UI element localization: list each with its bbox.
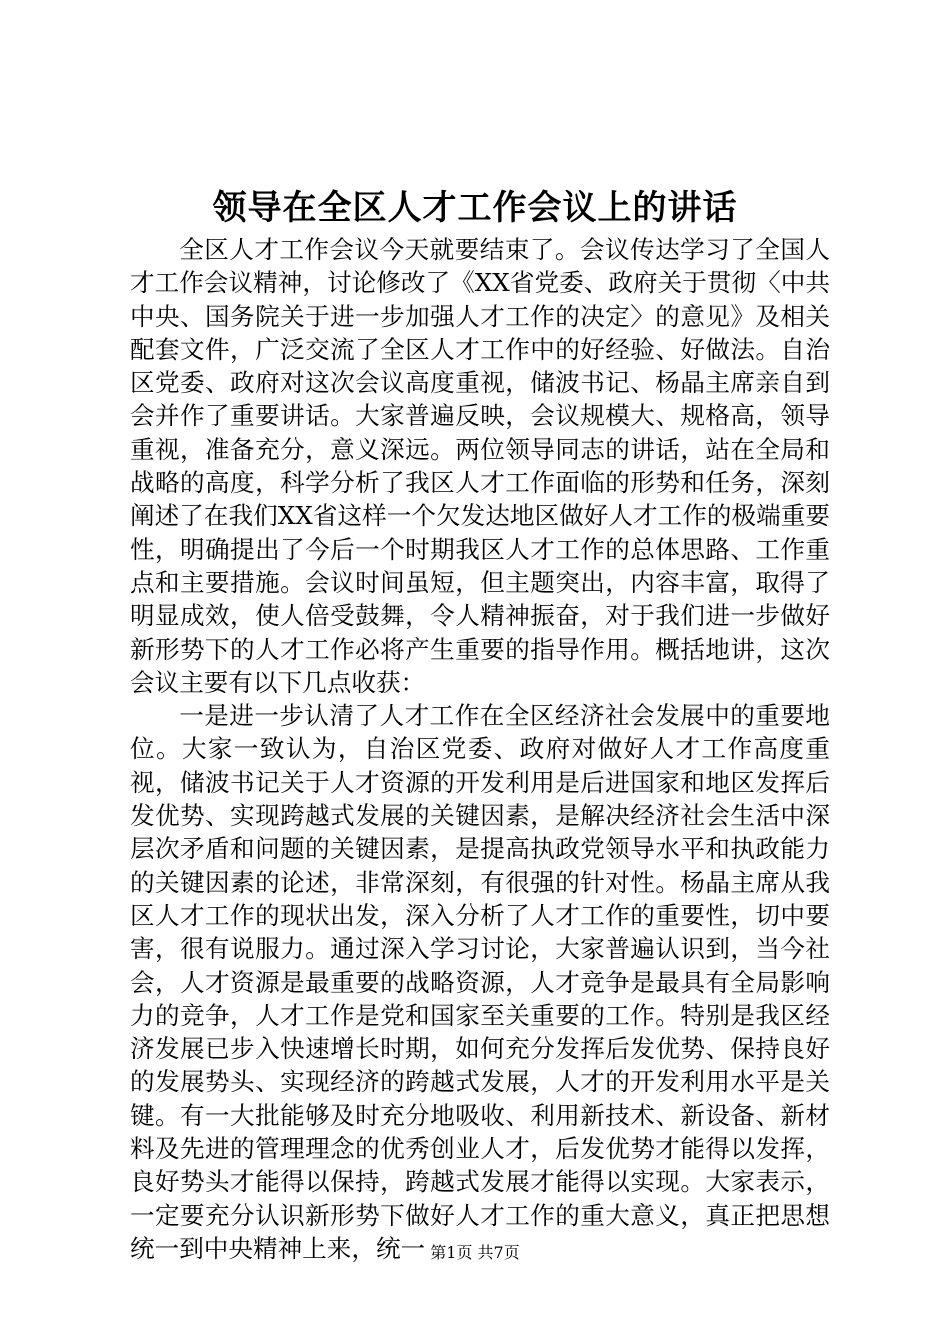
document-title: 领导在全区人才工作会议上的讲话 <box>212 188 738 228</box>
paragraph-first-point: 一是进一步认清了人才工作在全区经济社会发展中的重要地位。大家一致认为，自治区党委、政府对做好人才工作高度重视，储波书记关于人才资源的开发利用是后进国家和地区发挥后发优势、实现跨越式发展的关键因素，是解决经济社会生活中深层次矛盾和问题的关键因素，是提高执政党领导水平和执政能力的关键因素的论述，非常深刻，有很强的针对性。杨晶主席从我区人才工作的现状出发，深入分析了人才工作的重要性，切中要害，很有说服力。通过深入学习讨论，大家普遍认识到，当今社会，人才资源是最重要的战略资源，人才竞争是最具有全局影响力的竞争，人才工作是党和国家至关重要的工作。特别是我区经济发展已步入快速增长时期，如何充分发挥后发优势、保持良好的发展势头、实现经济的跨越式发展，人才的开发利用水平是关键。有一大批能够及时充分地吸收、利用新技术、新设备、新材料及先进的管理理念的优秀创业人才，后发优势才能得以发挥，良好势头才能得以保持，跨越式发展才能得以实现。大家表示，一定要充分认识新形势下做好人才工作的重大意义，真正把思想统一到中央精神上来，统一 <box>130 701 830 1263</box>
document-body <box>130 233 830 1265</box>
page-footer: 第1页 共7页 <box>430 1243 520 1262</box>
paragraph-intro: 全区人才工作会议今天就要结束了。会议传达学习了全国人才工作会议精神，讨论修改了《XX省党委、政府关于贯彻〈中共中央、国务院关于进一步加强人才工作的决定〉的意见》及相关配套文件，广泛交流了全区人才工作中的好经验、好做法。自治区党委、政府对这次会议高度重视，储波书记、杨晶主席亲自到会并作了重要讲话。大家普遍反映，会议规模大、规格高，领导重视，准备充分，意义深远。两位领导同志的讲话，站在全局和战略的高度，科学分析了我区人才工作面临的形势和任务，深刻阐述了在我们XX省这样一个欠发达地区做好人才工作的极端重要性，明确提出了今后一个时期我区人才工作的总体思路、工作重点和主要措施。会议时间虽短，但主题突出，内容丰富，取得了明显成效，使人倍受鼓舞，令人精神振奋，对于我们进一步做好新形势下的人才工作必将产生重要的指导作用。概括地讲，这次会议主要有以下几点收获： <box>130 235 830 697</box>
